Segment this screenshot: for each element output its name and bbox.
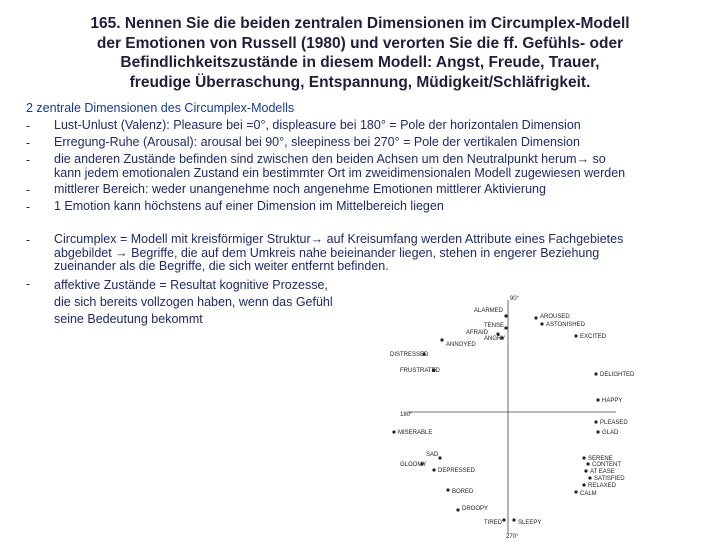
circumplex-svg [380,288,640,540]
label-relaxed: RELAXED [588,483,617,489]
bullet-dash: - [26,277,31,291]
label-afraid: AFRAID [466,330,489,336]
bullet-dash: - [26,200,31,214]
bullet-dash: - [26,233,31,247]
point-delighted [594,372,597,375]
title-line: Befindlichkeitszustände in diesem Modell: Angst, Freude, Trauer, [120,54,600,71]
point-sleepy [512,518,515,521]
label-droopy: DROOPY [462,506,489,512]
label-bored: BORED [452,489,474,495]
point-droopy [456,508,459,511]
bullet-line: abgebildet → Begriffe, die auf dem Umkreis nahe beieinander liegen, stehen in engerer Beziehung [54,245,600,260]
label-at-ease: AT EASE [590,469,615,475]
label-delighted: DELIGHTED [600,372,635,378]
circumplex-diagram [380,288,640,540]
bullet-line: 1 Emotion kann höchstens auf einer Dimension im Mittelbereich liegen [54,199,444,213]
point-annoyed [440,338,443,341]
label-astonished: ASTONISHED [546,322,585,328]
label-depressed: DEPRESSED [438,468,476,474]
title-line: 165. Nennen Sie die beiden zentralen Dimensionen im Circumplex-Modell [90,15,630,32]
point-miserable [392,430,395,433]
point-sad [438,456,441,459]
point-happy [596,398,599,401]
point-pleased [594,420,597,423]
label-sad: SAD [426,452,439,458]
label-annoyed: ANNOYED [446,342,476,348]
bullet-line: die anderen Zustände befinden sind zwischen den beiden Achsen um den Neutralpunkt herum→ so [54,152,606,166]
angle-180: 180° [400,412,413,418]
label-excited: EXCITED [580,334,607,340]
angle-270: 270° [506,534,519,540]
label-sleepy: SLEEPY [518,520,542,526]
point-at-ease [584,469,587,472]
label-frustrated: FRUSTRATED [400,368,440,374]
label-calm: CALM [580,491,597,497]
label-gloomy: GLOOMY [400,462,427,468]
bullet-line: zueinander als die Begriffe, die sich weiter entfernt befinden. [54,259,389,273]
label-tired: TIRED [484,520,502,526]
bullet-line: seine Bedeutung bekommt [54,312,203,326]
label-happy: HAPPY [602,398,623,404]
title-line: freudige Überraschung, Entspannung, Müdigkeit/Schläfrigkeit. [129,73,591,91]
label-satisfied: SATISFIED [594,476,625,482]
angle-90: 90° [510,296,520,302]
point-satisfied [588,476,591,479]
point-bored [446,488,449,491]
label-pleased: PLEASED [600,420,628,426]
bullet-dash: - [26,119,31,133]
bullet-line: kann jedem emotionalen Zustand ein bestimmter Ort im zweidimensionalen Modell zugewiesen werden [54,165,626,180]
point-tired [502,518,505,521]
point-relaxed [582,483,585,486]
point-serene [582,456,585,459]
label-glad: GLAD [602,430,619,436]
label-tense: TENSE [484,323,505,329]
label-distressed: DISTRESSED [390,352,429,358]
point-aroused [534,316,537,319]
bullet-dash: - [26,183,31,197]
question-title [30,14,690,92]
label-alarmed: ALARMED [474,308,504,314]
point-tense [504,326,507,329]
bullet-line: mittlerer Bereich: weder unangenehme noch angenehme Emotionen mittlerer Aktivierung [54,182,546,196]
bullet-dash: - [26,136,31,150]
point-calm [574,490,577,493]
subheading: 2 zentrale Dimensionen des Circumplex-Modells [26,101,295,115]
point-alarmed [504,314,507,317]
label-aroused: AROUSED [540,314,570,320]
bullet-line: Erregung-Ruhe (Arousal): arousal bei 90°, sleepiness bei 270° = Pole der vertikalen Dimension [54,135,580,149]
label-angry: ANGRY [484,336,506,342]
point-content [586,462,589,465]
title-line: der Emotionen von Russell (1980) und verorten Sie die ff. Gefühls- oder [96,34,624,52]
point-astonished [540,322,543,325]
point-depressed [432,468,435,471]
label-serene: SERENE [588,456,613,462]
point-excited [574,334,577,337]
bullet-line: die sich bereits vollzogen haben, wenn das Gefühl [54,295,333,309]
label-content: CONTENT [592,462,621,468]
bullet-line: Circumplex = Modell mit kreisförmiger Struktur→ auf Kreisumfang werden Attribute eines Fachgebietes [54,232,624,246]
bullet-dash: - [26,153,31,167]
bullet-line: affektive Zustände = Resultat kognitive Prozesse, [54,278,328,292]
point-glad [596,430,599,433]
label-miserable: MISERABLE [398,430,433,436]
bullet-line: Lust-Unlust (Valenz): Pleasure bei =0°, displeasure bei 180° = Pole der horizontalen Dimension [54,118,581,132]
